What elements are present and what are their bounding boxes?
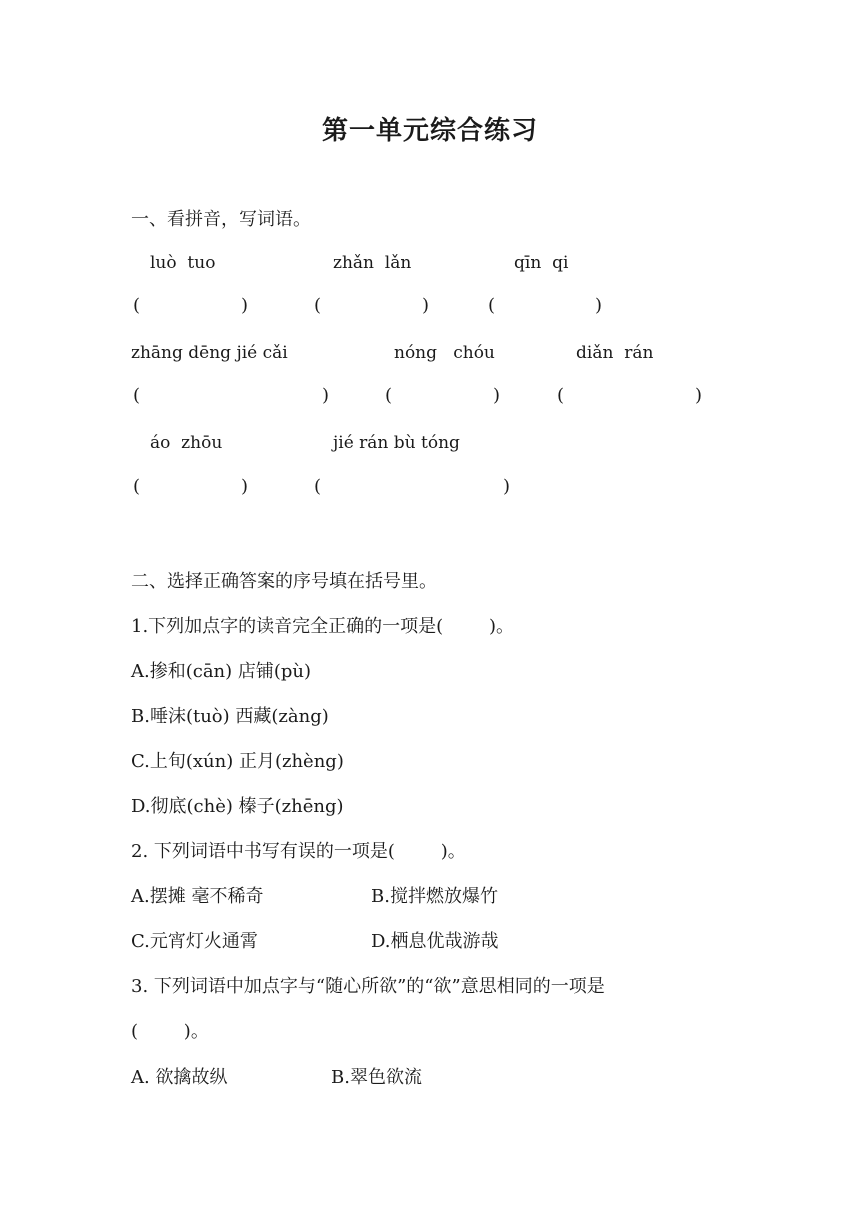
pinyin-zhanlan: zhǎn lǎn xyxy=(333,253,412,273)
answer-bracket-close[interactable]: ) xyxy=(493,385,501,406)
answer-bracket-open[interactable]: ( xyxy=(133,385,141,406)
question-3-option-a: A. 欲擒故纵 xyxy=(131,1067,228,1088)
answer-bracket-open[interactable]: ( xyxy=(133,295,141,316)
pinyin-zhangdengjiecai: zhāng dēng jié cǎi xyxy=(131,343,288,363)
answer-bracket-close[interactable]: ) xyxy=(241,476,249,497)
section2-heading: 二、选择正确答案的序号填在括号里。 xyxy=(131,571,437,592)
question-2-option-b: B.搅拌燃放爆竹 xyxy=(371,886,498,907)
answer-bracket-close[interactable]: ) xyxy=(241,295,249,316)
question-2-option-a: A.摆摊 毫不稀奇 xyxy=(131,886,264,907)
answer-bracket-open[interactable]: ( xyxy=(385,385,393,406)
question-1-stem: 1.下列加点字的读音完全正确的一项是( )。 xyxy=(131,616,514,637)
answer-bracket-close[interactable]: ) xyxy=(422,295,430,316)
answer-bracket-open[interactable]: ( xyxy=(314,295,322,316)
answer-bracket-open[interactable]: ( xyxy=(133,476,141,497)
answer-bracket-close[interactable]: ) xyxy=(695,385,703,406)
section1-heading: 一、看拼音，写词语。 xyxy=(131,209,311,230)
pinyin-dianran: diǎn rán xyxy=(576,343,654,363)
question-2-option-d: D.栖息优哉游哉 xyxy=(371,931,499,952)
question-3-stem-cont: ( )。 xyxy=(131,1021,209,1042)
answer-bracket-open[interactable]: ( xyxy=(557,385,565,406)
question-2-option-c: C.元宵灯火通霄 xyxy=(131,931,258,952)
page-title: 第一单元综合练习 xyxy=(321,116,538,146)
answer-bracket-close[interactable]: ) xyxy=(322,385,330,406)
question-1-option-c: C.上旬(xún) 正月(zhèng) xyxy=(131,751,344,772)
answer-bracket-close[interactable]: ) xyxy=(595,295,603,316)
pinyin-aozhou: áo zhōu xyxy=(150,433,223,453)
pinyin-jieranbutong: jié rán bù tóng xyxy=(333,433,460,453)
question-3-stem: 3. 下列词语中加点字与“随心所欲”的“欲”意思相同的一项是 xyxy=(131,976,605,997)
answer-bracket-close[interactable]: ) xyxy=(503,476,511,497)
pinyin-luotuo: luò tuo xyxy=(150,253,216,273)
answer-bracket-open[interactable]: ( xyxy=(488,295,496,316)
question-1-option-a: A.掺和(cān) 店铺(pù) xyxy=(131,661,312,682)
pinyin-nongchou: nóng chóu xyxy=(394,343,495,363)
question-3-option-b: B.翠色欲流 xyxy=(331,1067,422,1088)
question-1-option-b: B.唾沫(tuò) 西藏(zàng) xyxy=(131,706,329,727)
question-1-option-d: D.彻底(chè) 榛子(zhēng) xyxy=(131,796,344,817)
answer-bracket-open[interactable]: ( xyxy=(314,476,322,497)
question-2-stem: 2. 下列词语中书写有误的一项是( )。 xyxy=(131,841,466,862)
pinyin-qinqi: qīn qi xyxy=(514,253,569,273)
